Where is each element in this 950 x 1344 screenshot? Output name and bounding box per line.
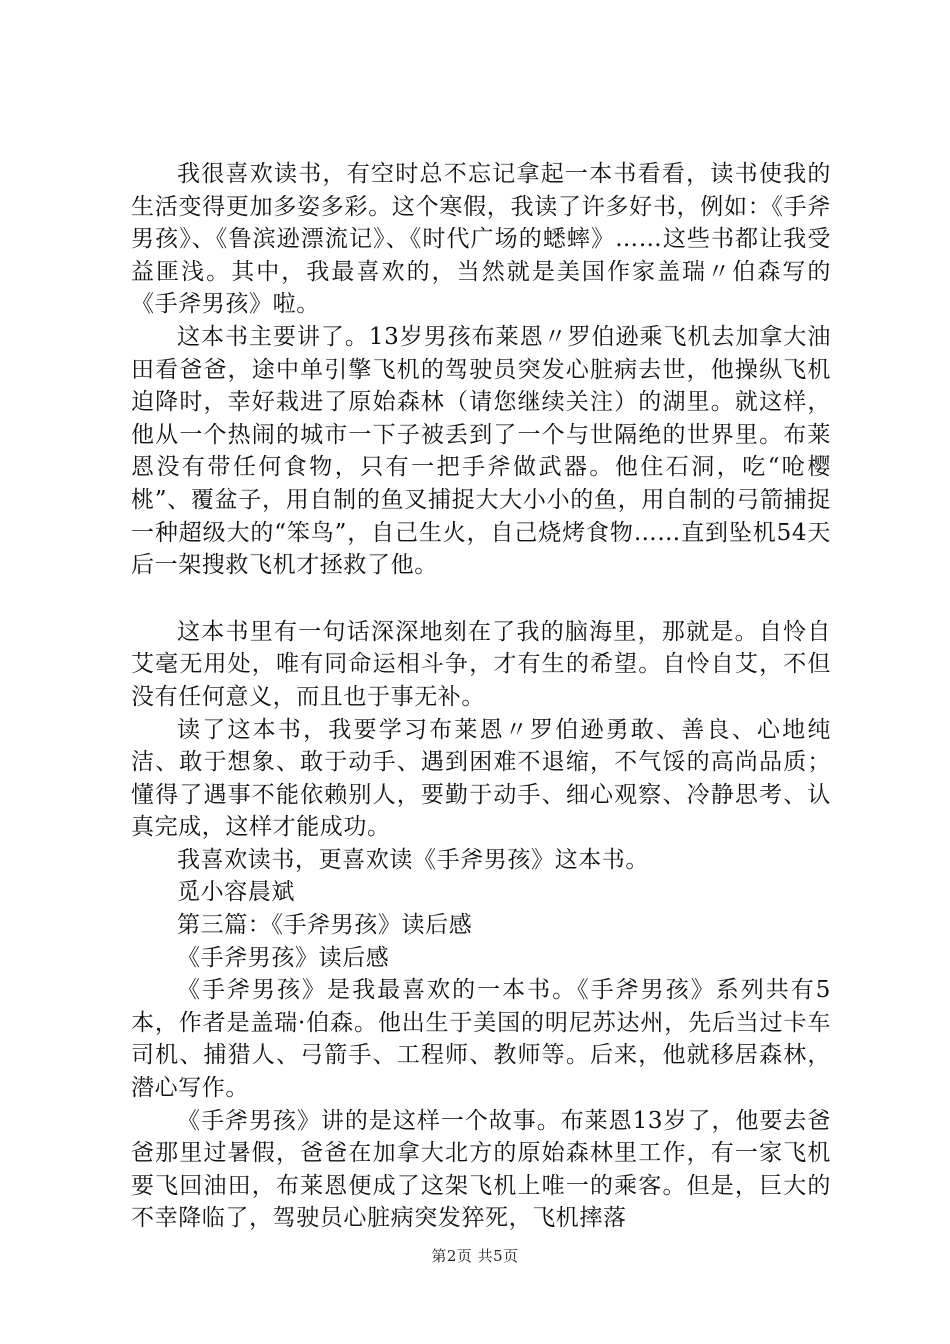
- paragraph-1: 我很喜欢读书，有空时总不忘记拿起一本书看看，读书使我的生活变得更加多姿多彩。这个寒假，我读了许多好书，例如：《手斧男孩》、《鲁滨逊漂流记》、《时代广场的蟋蟀》……这些书都让我受益匪浅。其中，我最喜欢的，当然就是美国作家盖瑞〃伯森写的《手斧男孩》啦。: [131, 161, 831, 318]
- paragraph-4: 读了这本书，我要学习布莱恩〃罗伯逊勇敢、善良、心地纯洁、敢于想象、敢于动手、遇到困难不退缩，不气馁的高尚品质；懂得了遇事不能依赖别人，要勤于动手、细心观察、冷静思考、认真完成，这样才能成功。: [131, 716, 831, 841]
- paragraph-5: 我喜欢读书，更喜欢读《手斧男孩》这本书。: [177, 846, 649, 873]
- author-line: 觅小容晨斌: [177, 879, 295, 906]
- paragraph-2: 这本书主要讲了。13岁男孩布莱恩〃罗伯逊乘飞机去加拿大油田看爸爸，途中单引擎飞机的驾驶员突发心脏病去世，他操纵飞机迫降时，幸好栽进了原始森林（请您继续关注）的湖里。就这样，他从一个热闹的城市一下子被丢到了一个与世隔绝的世界里。布莱恩没有带任何食物，只有一把手斧做武器。他住石洞，吃“呛樱桃”、覆盆子，用自制的鱼叉捕捉大大小小的鱼，用自制的弓箭捕捉一种超级大的“笨鸟”，自己生火，自己烧烤食物……直到坠机54天后一架搜救飞机才拯救了他。: [131, 323, 831, 579]
- paragraph-gap: [131, 582, 831, 616]
- page-number-footer: 第2页 共5页: [431, 1247, 519, 1265]
- paragraph-7: 《手斧男孩》讲的是这样一个故事。布莱恩13岁了，他要去爸爸那里过暑假，爸爸在加拿大北方的原始森林里工作，有一家飞机要飞回油田，布莱恩便成了这架飞机上唯一的乘客。但是，巨大的不幸降临了，驾驶员心脏病突发猝死，飞机摔落: [131, 1107, 831, 1232]
- section-heading: 第三篇：《手斧男孩》读后感: [177, 912, 473, 939]
- paragraph-6: 《手斧男孩》是我最喜欢的一本书。《手斧男孩》系列共有5本，作者是盖瑞·伯森。他出生于美国的明尼苏达州，先后当过卡车司机、捕猎人、弓箭手、工程师、教师等。后来，他就移居森林，潜心写作。: [131, 977, 831, 1102]
- paragraph-3: 这本书里有一句话深深地刻在了我的脑海里，那就是。自怜自艾毫无用处，唯有同命运相斗争，才有生的希望。自怜自艾，不但没有任何意义，而且也于事无补。: [131, 618, 831, 710]
- section-title: 《手斧男孩》读后感: [177, 944, 390, 971]
- document-body: [131, 158, 831, 1235]
